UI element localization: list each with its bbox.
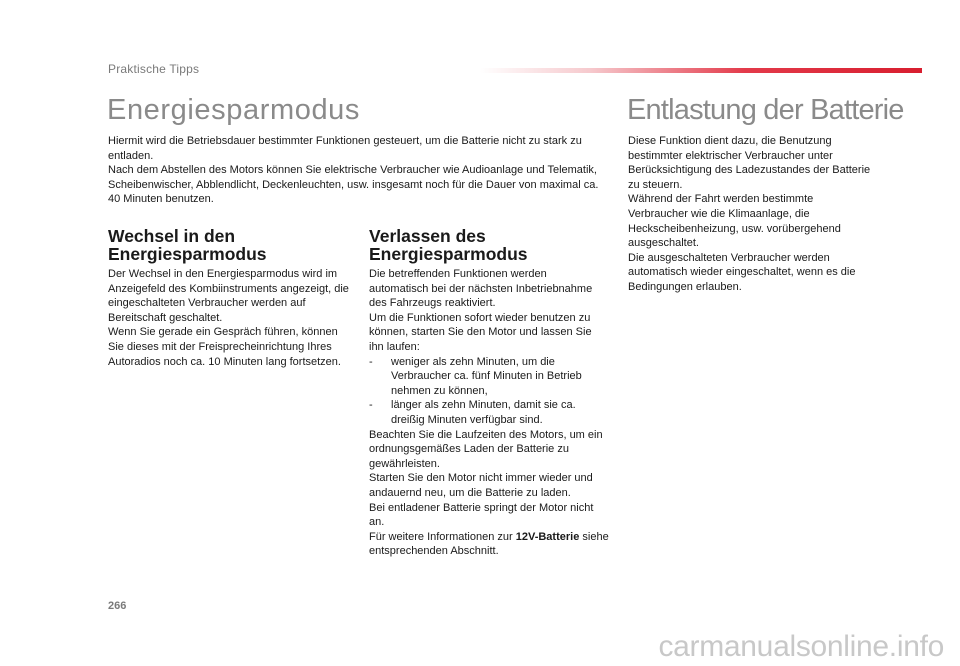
watermark: carmanualsonline.info bbox=[658, 630, 944, 663]
intro-paragraph: Hiermit wird die Betriebsdauer bestimmter Funktionen gesteuert, um die Batterie nicht zu stark zu entladen. bbox=[108, 135, 582, 162]
verlassen-body bbox=[369, 267, 609, 559]
page-title-entlastung: Entlastung der Batterie bbox=[627, 94, 904, 126]
wechsel-body bbox=[108, 267, 353, 369]
body-text: Für weitere Informationen zur bbox=[369, 530, 516, 543]
section-label: Praktische Tipps bbox=[108, 62, 200, 76]
body-paragraph: Bei entladener Batterie springt der Motor nicht an. bbox=[369, 501, 594, 529]
body-paragraph: Starten Sie den Motor nicht immer wieder und andauernd neu, um die Batterie zu laden. bbox=[369, 472, 593, 499]
body-paragraph: Beachten Sie die Laufzeiten des Motors, um ein ordnungsgemäßes Laden der Batterie zu gewährleisten. bbox=[369, 428, 603, 470]
body-text: siehe entsprechenden Abschnitt. bbox=[369, 530, 609, 558]
intro-text bbox=[108, 134, 610, 207]
intro-paragraph: Nach dem Abstellen des Motors können Sie elektrische Verbraucher wie Audioanlage und Telematik, Scheibenwischer, Abblendlicht, Deckenleuchten, usw. insgesamt noch für die Dauer von maximal ca. 40 Minuten benutzen. bbox=[108, 164, 599, 206]
list-item-text: weniger als zehn Minuten, um die Verbraucher ca. fünf Minuten in Betrieb nehmen zu können, bbox=[391, 355, 582, 397]
battery-reference: 12V-Batterie bbox=[515, 530, 580, 543]
body-paragraph: Die ausgeschalteten Verbraucher werden automatisch wieder eingeschaltet, wenn es die Bedingungen erlauben. bbox=[628, 251, 856, 293]
subheading-verlassen bbox=[369, 227, 528, 263]
page-title-energiesparmodus: Energiesparmodus bbox=[107, 94, 361, 126]
list-dash: - bbox=[369, 355, 373, 368]
subheading-line: Energiesparmodus bbox=[108, 244, 267, 264]
body-paragraph: Wenn Sie gerade ein Gespräch führen, können Sie dieses mit der Freisprecheinrichtung Ihres Autoradios noch ca. 10 Minuten lang fortsetzen. bbox=[108, 326, 341, 368]
body-paragraph: Die betreffenden Funktionen werden automatisch bei der nächsten Inbetriebnahme des Fahrzeugs reaktiviert. bbox=[369, 268, 593, 310]
page-number: 266 bbox=[108, 600, 127, 612]
body-paragraph: Um die Funktionen sofort wieder benutzen zu können, starten Sie den Motor und lassen Sie ihn laufen: bbox=[369, 311, 592, 353]
subheading-wechsel bbox=[108, 227, 267, 263]
list-item bbox=[369, 398, 609, 427]
body-paragraph: Während der Fahrt werden bestimmte Verbraucher wie die Klimaanlage, die Heckscheibenheizung, usw. vorübergehend ausgeschaltet. bbox=[628, 193, 841, 250]
entlastung-body bbox=[628, 134, 873, 295]
subheading-line: Wechsel in den bbox=[108, 226, 236, 246]
header-accent-rule bbox=[480, 68, 922, 73]
list-item bbox=[369, 355, 609, 399]
body-paragraph: Diese Funktion dient dazu, die Benutzung bestimmter elektrischer Verbraucher unter Berücksichtigung des Ladezustandes der Batterie zu steuern. bbox=[628, 135, 871, 191]
list-dash: - bbox=[369, 399, 373, 412]
subheading-line: Verlassen des bbox=[369, 226, 486, 246]
body-paragraph: Der Wechsel in den Energiesparmodus wird im Anzeigefeld des Kombiinstruments angezeigt, die eingeschalteten Verbraucher werden auf Bereitschaft geschaltet. bbox=[108, 268, 349, 324]
subheading-line: Energiesparmodus bbox=[369, 244, 528, 264]
body-paragraph bbox=[369, 530, 609, 559]
list-item-text: länger als zehn Minuten, damit sie ca. dreißig Minuten verfügbar sind. bbox=[391, 399, 576, 426]
